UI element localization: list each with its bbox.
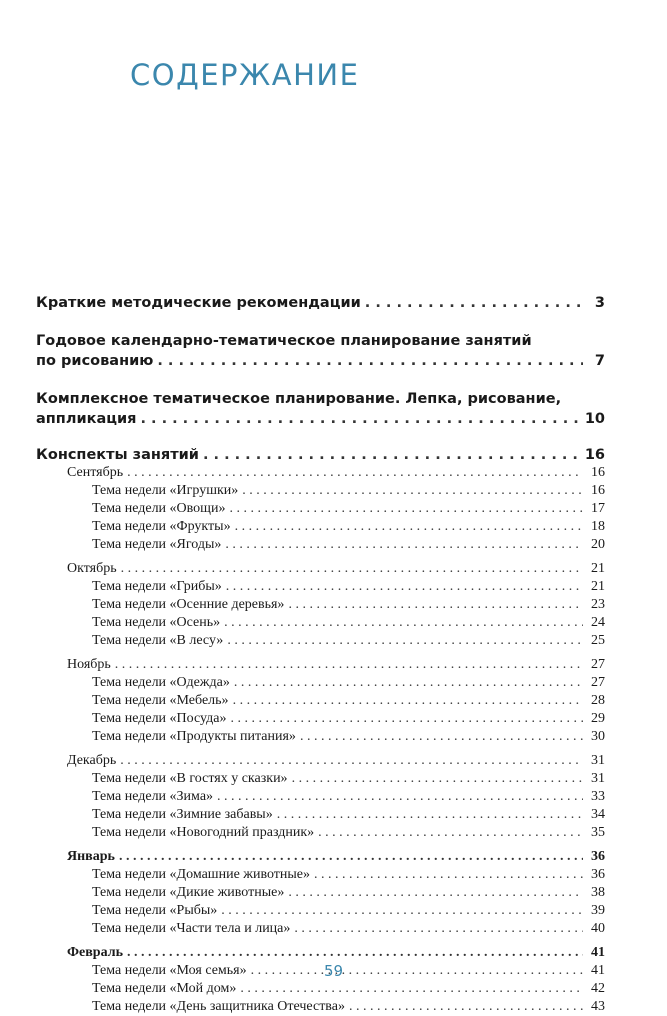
toc-week-entry[interactable] [36, 920, 605, 938]
toc-week-entry[interactable] [36, 728, 605, 746]
toc-entry-page: 16 [591, 483, 605, 498]
toc-entry-page: 36 [591, 867, 605, 882]
toc-entry-page: 18 [591, 519, 605, 534]
toc-entry-label: Тема недели «Одежда» [92, 675, 230, 690]
leader-dots [226, 578, 583, 596]
toc-entry-page: 43 [591, 999, 605, 1014]
leader-dots [288, 884, 583, 902]
toc-entry-page: 21 [591, 579, 605, 594]
leader-dots [217, 788, 583, 806]
toc-week-entry[interactable] [36, 518, 605, 536]
toc-entry-label: Тема недели «День защитника Отечества» [92, 999, 345, 1014]
toc-entry-line: Годовое календарно-тематическое планирование занятий [36, 333, 532, 349]
toc-entry-label: Ноябрь [67, 657, 111, 672]
leader-dots [242, 482, 583, 500]
toc-week-entry[interactable] [36, 614, 605, 632]
toc-entry-label: Тема недели «Зимние забавы» [92, 807, 273, 822]
toc-week-entry[interactable] [36, 980, 605, 998]
toc-entry-page: 28 [591, 693, 605, 708]
toc-entry-complex-planning[interactable] [36, 410, 605, 428]
leader-dots [288, 596, 583, 614]
toc-entry-line: Комплексное тематическое планирование. Лепка, рисование, [36, 391, 562, 407]
leader-dots [121, 560, 583, 578]
leader-dots [221, 902, 583, 920]
toc-week-entry[interactable] [36, 692, 605, 710]
toc-entry-label: Январь [67, 849, 115, 864]
toc-entry-label: Тема недели «Части тела и лица» [92, 921, 291, 936]
toc-entry-page: 24 [591, 615, 605, 630]
toc-week-entry[interactable] [36, 902, 605, 920]
leader-dots [235, 518, 583, 536]
toc-week-entry[interactable] [36, 596, 605, 614]
toc-entry-label: Октябрь [67, 561, 117, 576]
toc-entry-page: 27 [591, 657, 605, 672]
toc-entry-label: Тема недели «Моя семья» [92, 963, 247, 978]
toc-entry-page: 41 [591, 945, 605, 960]
leader-dots [119, 848, 583, 866]
toc-entry-label: Тема недели «Овощи» [92, 501, 226, 516]
leader-dots [300, 728, 583, 746]
toc-week-entry[interactable] [36, 578, 605, 596]
page-number: 59 [323, 962, 344, 980]
toc-entry-page: 16 [591, 465, 605, 480]
toc-week-entry[interactable] [36, 500, 605, 518]
toc-entry-label: Тема недели «Рыбы» [92, 903, 218, 918]
toc-entry-page: 34 [591, 807, 605, 822]
toc-entry-page: 21 [591, 561, 605, 576]
toc-entry-methodical[interactable] [36, 294, 605, 312]
toc-entry-page: 38 [591, 885, 605, 900]
toc-entry-page: 23 [591, 597, 605, 612]
leader-dots [225, 536, 583, 554]
toc-entry-label: Тема недели «Фрукты» [92, 519, 231, 534]
toc-month-entry[interactable] [36, 464, 605, 482]
toc-entry-label: Тема недели «Мебель» [92, 693, 229, 708]
toc-week-entry[interactable] [36, 674, 605, 692]
toc-entry-label: Февраль [67, 945, 123, 960]
toc-entry-label: Тема недели «Посуда» [92, 711, 227, 726]
toc-week-entry[interactable] [36, 536, 605, 554]
leader-dots [224, 614, 583, 632]
toc-entry-label: Тема недели «В гостях у сказки» [92, 771, 288, 786]
toc-entry-label: Тема недели «Домашние животные» [92, 867, 311, 882]
toc-entry-page: 3 [594, 295, 605, 311]
toc-entry-page: 36 [591, 849, 605, 864]
toc-entry-label: по рисованию [36, 353, 154, 369]
toc-entry-label: Тема недели «Новогодний праздник» [92, 825, 315, 840]
toc-entry-page: 31 [591, 753, 605, 768]
leader-dots [234, 674, 583, 692]
toc-week-entry[interactable] [36, 770, 605, 788]
toc-entry-label: Тема недели «Игрушки» [92, 483, 239, 498]
toc-entry-page: 33 [591, 789, 605, 804]
leader-dots [277, 806, 583, 824]
leader-dots [231, 710, 584, 728]
toc-entry-page: 41 [591, 963, 605, 978]
toc-entry-label: Тема недели «Мой дом» [92, 981, 237, 996]
toc-entry-page: 25 [591, 633, 605, 648]
toc-entry-label: Тема недели «Осень» [92, 615, 221, 630]
toc-entry-label: Сентябрь [67, 465, 124, 480]
toc-entry-page: 7 [594, 353, 605, 369]
toc-entry-page: 20 [591, 537, 605, 552]
toc-week-entry[interactable] [36, 998, 605, 1016]
toc-month-entry[interactable] [36, 560, 605, 578]
toc-entry-page: 27 [591, 675, 605, 690]
page-title: СОДЕРЖАНИЕ [130, 58, 360, 92]
toc-week-entry[interactable] [36, 884, 605, 902]
toc-week-entry[interactable] [36, 482, 605, 500]
toc-entry-page: 29 [591, 711, 605, 726]
toc-week-entry[interactable] [36, 788, 605, 806]
toc-entry-page: 10 [584, 411, 605, 427]
toc-entry-label: Тема недели «Дикие животные» [92, 885, 285, 900]
toc-month-entry[interactable] [36, 752, 605, 770]
toc-entry-page: 16 [584, 447, 605, 463]
toc-entry-annual-planning[interactable] [36, 352, 605, 370]
leader-dots [120, 752, 583, 770]
toc-entry-page: 39 [591, 903, 605, 918]
leader-dots [127, 464, 583, 482]
leader-dots [229, 500, 583, 518]
months-list [36, 464, 605, 1016]
leader-dots [157, 352, 583, 370]
leader-dots [318, 824, 583, 842]
table-of-contents [36, 294, 605, 1016]
toc-entry-page: 17 [591, 501, 605, 516]
toc-entry-label: Тема недели «Зима» [92, 789, 214, 804]
toc-entry-page: 42 [591, 981, 605, 996]
toc-entry-page: 30 [591, 729, 605, 744]
toc-entry-label: Конспекты занятий [36, 447, 199, 463]
toc-entry-label: Краткие методические рекомендации [36, 295, 361, 311]
leader-dots [292, 770, 583, 788]
leader-dots [314, 866, 583, 884]
leader-dots [349, 998, 583, 1016]
toc-entry-label: Тема недели «Ягоды» [92, 537, 222, 552]
toc-entry-label: Декабрь [67, 753, 117, 768]
toc-month-entry[interactable] [36, 848, 605, 866]
leader-dots [365, 294, 583, 312]
toc-entry-label: Тема недели «Осенние деревья» [92, 597, 285, 612]
toc-week-entry[interactable] [36, 806, 605, 824]
leader-dots [140, 410, 580, 428]
leader-dots [240, 980, 583, 998]
toc-week-entry[interactable] [36, 710, 605, 728]
toc-entry-page: 31 [591, 771, 605, 786]
leader-dots [227, 632, 583, 650]
leader-dots [294, 920, 583, 938]
leader-dots [233, 692, 583, 710]
toc-week-entry[interactable] [36, 632, 605, 650]
toc-week-entry[interactable] [36, 824, 605, 842]
toc-entry-label: Тема недели «Продукты питания» [92, 729, 296, 744]
toc-entry-page: 35 [591, 825, 605, 840]
toc-month-entry[interactable] [36, 656, 605, 674]
toc-entry-label: Тема недели «В лесу» [92, 633, 224, 648]
toc-entry-label: аппликация [36, 411, 137, 427]
leader-dots [115, 656, 583, 674]
leader-dots [127, 944, 583, 962]
toc-entry-lesson-notes[interactable] [36, 446, 605, 464]
toc-entry-page: 40 [591, 921, 605, 936]
leader-dots [203, 446, 581, 464]
toc-entry-label: Тема недели «Грибы» [92, 579, 222, 594]
toc-week-entry[interactable] [36, 866, 605, 884]
toc-month-entry[interactable] [36, 944, 605, 962]
